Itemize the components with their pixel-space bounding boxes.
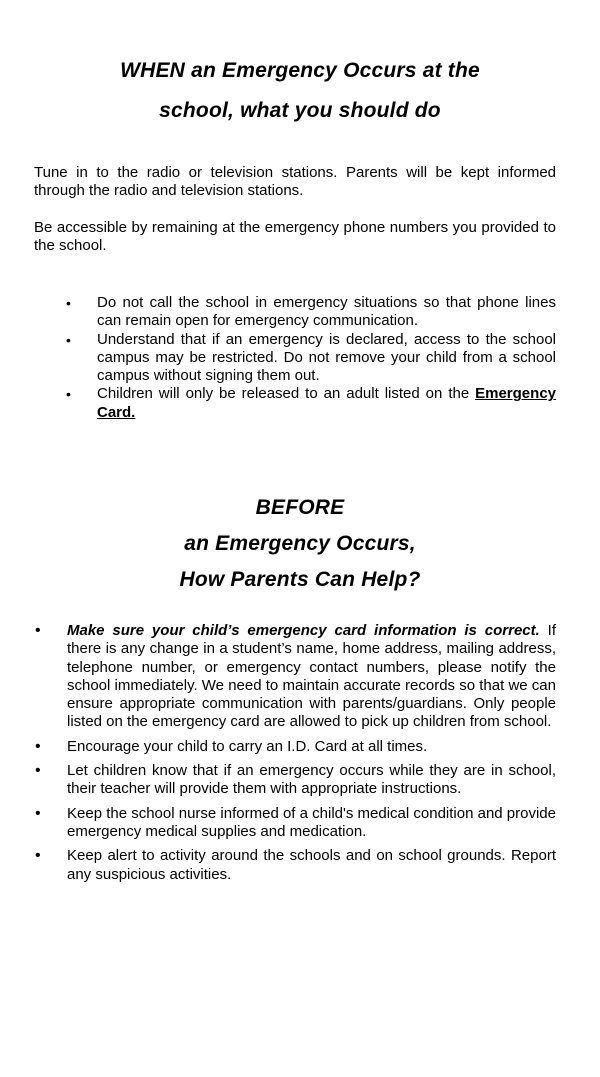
list-item-text: Let children know that if an emergency occurs while they are in school, their teacher will provide them with appropriate instructions.: [67, 762, 556, 798]
bullet-icon: •: [66, 295, 71, 311]
section2-title-line2: an Emergency Occurs,: [184, 532, 416, 555]
list-item: [35, 762, 556, 799]
list-item-text: Understand that if an emergency is declared, access to the school campus may be restricted. Do not remove your child from a school campus without signing them out.: [97, 330, 556, 385]
emergency-card-emphasis: Emergency Card.: [97, 385, 556, 421]
section1-title-line1: WHEN an Emergency Occurs at the: [120, 59, 480, 82]
list-item-text: Keep alert to activity around the schools and on school grounds. Report any suspicious activities.: [67, 847, 556, 883]
list-item: [66, 385, 556, 422]
list-item-text: Encourage your child to carry an I.D. Card at all times.: [67, 737, 428, 755]
section1-paragraph-radio: Tune in to the radio or television stations. Parents will be kept informed through the radio and television stations.: [34, 164, 556, 199]
section2-title-line3: How Parents Can Help?: [179, 568, 421, 591]
bullet-icon: •: [35, 762, 41, 780]
list-item-text: Keep the school nurse informed of a child's medical condition and provide emergency medical supplies and medication.: [67, 804, 556, 840]
bullet-icon: •: [66, 386, 71, 403]
list-item: [35, 737, 556, 756]
list-item: [35, 804, 556, 842]
section2-bullet-list: [35, 622, 556, 890]
section1-title-line2: school, what you should do: [159, 99, 441, 122]
list-item: [66, 330, 556, 386]
section1-paragraph-accessible: Be accessible by remaining at the emergency phone numbers you provided to the school.: [34, 219, 556, 254]
list-item-text: Do not call the school in emergency situations so that phone lines can remain open for emergency communication.: [97, 294, 556, 330]
list-item: [66, 294, 556, 331]
list-item-text: Children will only be released to an adult listed on the: [97, 385, 476, 403]
section1-bullet-list: [66, 294, 556, 422]
bullet-icon: •: [35, 622, 41, 639]
section2-title-line1: BEFORE: [255, 496, 345, 519]
bullet-icon: •: [66, 331, 71, 348]
bullet-icon: •: [35, 847, 41, 865]
list-item: [35, 847, 556, 884]
list-item-text: If there is any change in a student’s name, home address, mailing address, telephone number, or emergency contact numbers, please notify the school immediately. We need to maintain accurate records so that we can ensure appropriate communication with parents/guardians. Only people listed on the emergency card are allowed to pick up children from school.: [67, 622, 556, 731]
list-item-emphasis: Make sure your child’s emergency card information is correct.: [67, 622, 540, 639]
bullet-icon: •: [35, 804, 41, 822]
list-item: [35, 622, 556, 732]
bullet-icon: •: [35, 737, 41, 755]
